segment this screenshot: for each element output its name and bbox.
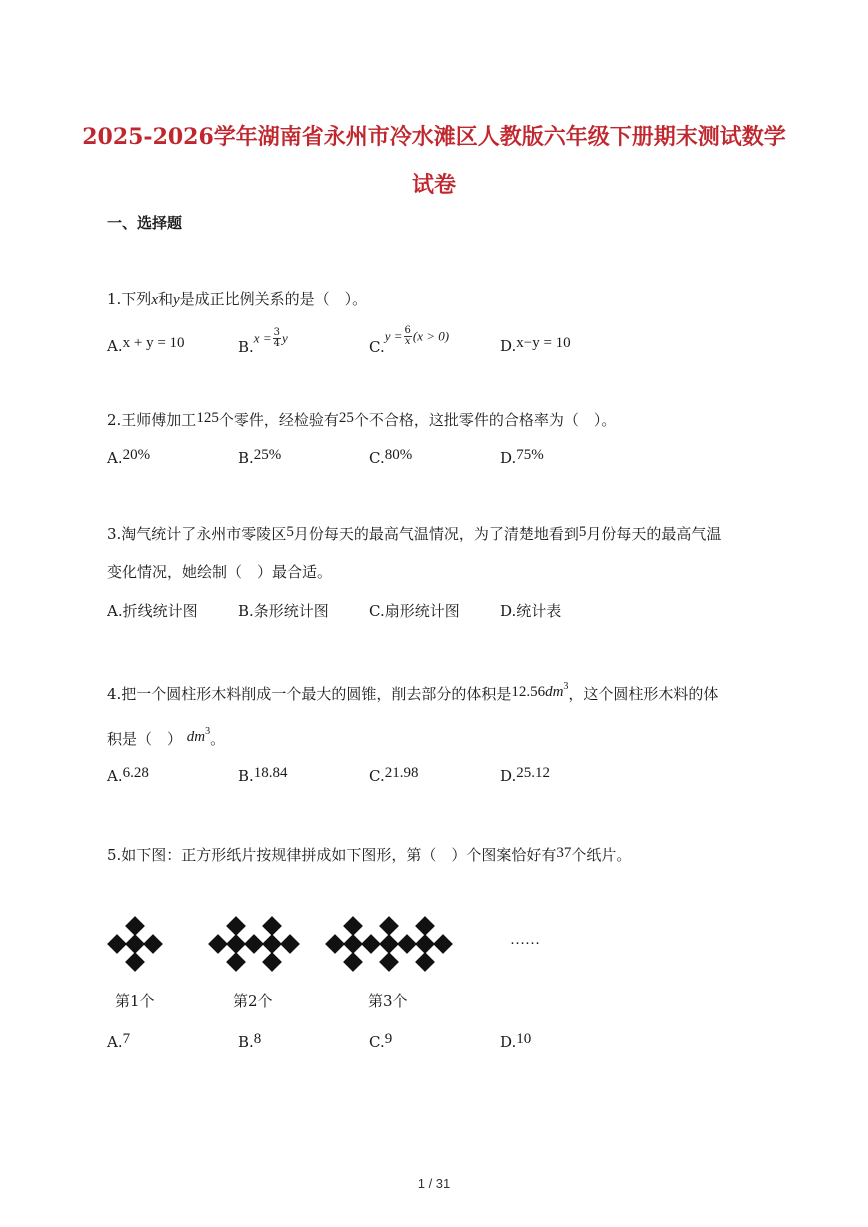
q4-exponent: 3: [563, 681, 569, 692]
figure-caption-1: 第1个: [115, 992, 155, 1010]
option-label: C.: [369, 449, 385, 467]
fraction-numerator: 3: [273, 327, 280, 338]
q4-option-b[interactable]: [238, 767, 288, 786]
tile-diamond: [343, 934, 363, 954]
q4-exponent: 3: [205, 726, 211, 737]
q2-option-d[interactable]: [500, 449, 544, 468]
q1-option-a[interactable]: [107, 337, 185, 356]
q2-option-a[interactable]: [107, 449, 150, 468]
tile-diamond: [397, 934, 417, 954]
q1-option-c[interactable]: [369, 325, 450, 356]
option-label: B.: [238, 767, 254, 785]
page-number: 1 / 31: [417, 1176, 451, 1191]
tile-diamond: [226, 916, 246, 936]
question-4-stem-line1: [107, 683, 718, 704]
question-3-stem-line2: 变化情况，她绘制（ ）最合适。: [107, 563, 333, 581]
q3-text-b: 月份每天的最高气温情况，为了清楚地看到: [293, 525, 579, 543]
tile-diamond: [125, 952, 145, 972]
option-value: 21.98: [384, 765, 419, 781]
tile-diamond: [226, 934, 246, 954]
tile-diamond: [361, 934, 381, 954]
tile-diamond: [280, 934, 300, 954]
tile-diamond: [325, 934, 345, 954]
option-math: x−y = 10: [516, 335, 571, 351]
tile-diamond: [125, 916, 145, 936]
fraction-denominator: x: [404, 336, 411, 347]
tile-diamond: [415, 934, 435, 954]
tile-diamond: [125, 934, 145, 954]
option-label: B.: [238, 1033, 254, 1051]
option-label: D.: [500, 767, 517, 785]
tile-diamond: [226, 952, 246, 972]
q4-text-a: 4.把一个圆柱形木料削成一个最大的圆锥，削去部分的体积是: [107, 685, 512, 703]
tile-diamond: [143, 934, 163, 954]
option-label: D.: [500, 337, 517, 355]
question-1-stem: [107, 288, 367, 309]
q4-volume: 12.56: [511, 684, 546, 700]
question-5-stem: [107, 844, 631, 865]
tile-diamond: [244, 934, 264, 954]
tile-diamond: [379, 952, 399, 972]
option-value: 18.84: [253, 765, 288, 781]
tile-diamond: [262, 952, 282, 972]
option-value: 25%: [253, 447, 282, 463]
tile-diamond: [262, 916, 282, 936]
document-title-line1: 2025-2026学年湖南省永州市冷水滩区人教版六年级下册期末测试数学: [82, 124, 786, 150]
q3-number-2: 5: [578, 524, 587, 540]
tile-diamond: [379, 934, 399, 954]
option-label: C.: [369, 767, 385, 785]
q3-option-c[interactable]: C.扇形统计图: [369, 602, 460, 620]
option-value: 9: [384, 1031, 393, 1047]
option-value: 8: [253, 1031, 262, 1047]
q2-number-1: 125: [196, 410, 219, 426]
option-label: C.: [369, 1033, 385, 1051]
option-value: 20%: [122, 447, 151, 463]
q5-option-a[interactable]: [107, 1033, 130, 1052]
q1-text-and: 和: [157, 290, 173, 308]
pattern-ellipsis: ……: [510, 932, 540, 948]
fraction-numerator: 6: [404, 325, 411, 336]
q1-option-b[interactable]: [238, 327, 288, 356]
q2-number-2: 25: [338, 410, 354, 426]
q5-option-b[interactable]: [238, 1033, 261, 1052]
tile-diamond: [343, 916, 363, 936]
tile-diamond: [415, 952, 435, 972]
document-title-line2: 试卷: [411, 172, 456, 198]
q5-text-b: 个纸片。: [571, 846, 632, 864]
option-label: C.: [369, 337, 385, 356]
q3-text-c: 月份每天的最高气温: [586, 525, 722, 543]
q4-option-c[interactable]: [369, 767, 418, 786]
option-label: A.: [107, 449, 123, 467]
option-condition: (x > 0): [412, 328, 450, 344]
question-2-stem: [107, 409, 616, 430]
q5-option-c[interactable]: [369, 1033, 392, 1052]
q3-text-a: 3.淘气统计了永州市零陵区: [107, 525, 287, 543]
option-label: B.: [238, 337, 254, 356]
q4-option-a[interactable]: [107, 767, 149, 786]
q3-option-b[interactable]: B.条形统计图: [238, 602, 329, 620]
option-value: 6.28: [122, 765, 149, 781]
option-value: 80%: [384, 447, 413, 463]
option-math: x =: [253, 330, 272, 346]
q4-unit: dm: [545, 684, 564, 700]
q4-text-b: ，这个圆柱形木料的体: [568, 685, 719, 703]
q1-var-x: x: [151, 292, 158, 308]
q2-text-a: 2.王师傅加工: [107, 411, 197, 429]
q1-option-d[interactable]: [500, 337, 571, 356]
q3-option-a[interactable]: A.折线统计图: [107, 602, 198, 620]
tile-diamond: [379, 916, 399, 936]
option-label: A.: [107, 1033, 123, 1051]
option-math: y =: [384, 328, 403, 344]
q4-unit: dm: [186, 729, 206, 745]
q2-option-b[interactable]: [238, 449, 281, 468]
option-value: 75%: [516, 447, 544, 463]
option-label: D.: [500, 1033, 517, 1051]
tile-diamond: [208, 934, 228, 954]
option-value: 10: [516, 1031, 532, 1047]
option-label: D.: [500, 449, 517, 467]
option-label: A.: [107, 767, 123, 785]
question-4-stem-line2: [107, 728, 225, 749]
section-heading: 一、选择题: [107, 214, 183, 232]
q1-text-b: 是成正比例关系的是（ ）。: [179, 290, 368, 308]
option-math: x + y = 10: [122, 335, 185, 351]
tile-diamond: [107, 934, 127, 954]
option-label: A.: [107, 337, 123, 355]
q1-var-y: y: [173, 292, 180, 308]
tile-diamond: [433, 934, 453, 954]
q5-text-a: 5.如下图：正方形纸片按规律拼成如下图形，第（ ）个图案恰好有: [107, 846, 557, 864]
q1-text-a: 1.下列: [107, 290, 152, 308]
q5-option-d[interactable]: [500, 1033, 531, 1052]
tile-diamond: [343, 952, 363, 972]
option-math-var: y: [281, 330, 288, 346]
option-value: 25.12: [516, 765, 551, 781]
q4-option-d[interactable]: [500, 767, 550, 786]
tile-diamond: [262, 934, 282, 954]
fraction-denominator: 4: [273, 338, 280, 349]
question-3-stem-line1: [107, 523, 721, 544]
figure-caption-3: 第3个: [368, 992, 408, 1010]
option-label: B.: [238, 449, 254, 467]
q3-option-d[interactable]: D.统计表: [500, 602, 562, 620]
tile-diamond: [415, 916, 435, 936]
q2-option-c[interactable]: [369, 449, 412, 468]
figure-caption-2: 第2个: [233, 992, 273, 1010]
q4-text-d: 。: [210, 730, 226, 748]
q2-text-c: 个不合格，这批零件的合格率为（ ）。: [353, 411, 617, 429]
q3-number-1: 5: [286, 524, 294, 540]
q5-number: 37: [556, 845, 572, 861]
q4-text-c: 积是（ ）: [107, 730, 183, 748]
option-value: 7: [122, 1031, 131, 1047]
q2-text-b: 个零件，经检验有: [218, 411, 339, 429]
